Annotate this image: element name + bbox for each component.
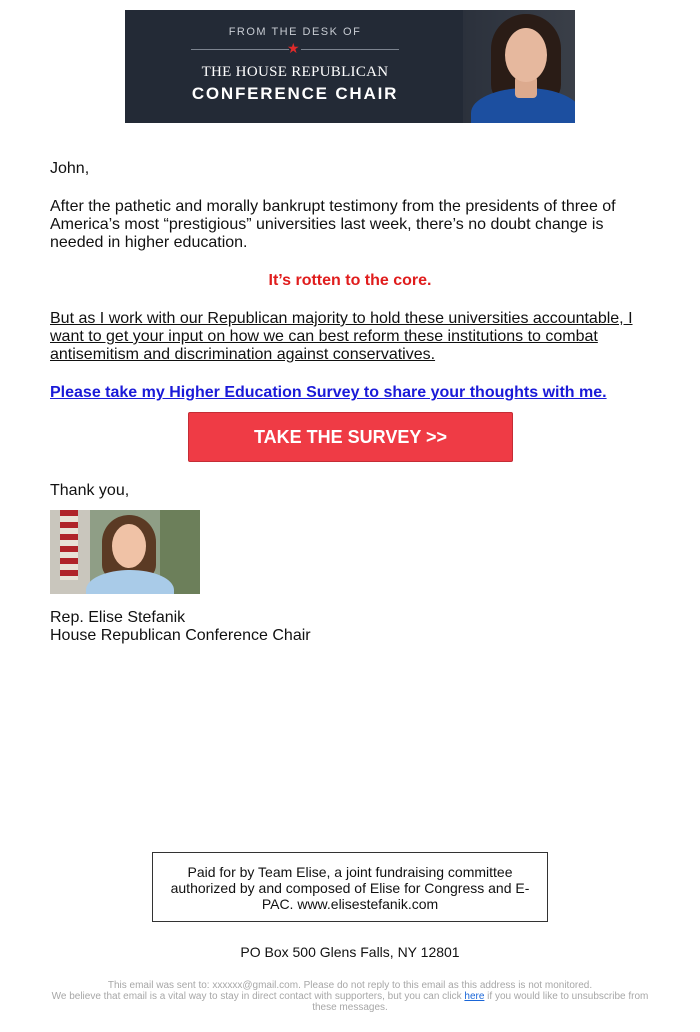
thanks: Thank you, <box>50 482 130 499</box>
banner-divider-right <box>301 49 399 50</box>
greeting: John, <box>50 160 90 177</box>
sent-to-notice: This email was sent to: xxxxxx@gmail.com. Please do not reply to this email as this address is not monitored. <box>107 980 593 991</box>
survey-link-wrapper <box>50 384 650 402</box>
paid-for-disclaimer: Paid for by Team Elise, a joint fundraising committee authorized by and composed of Elise for Congress and E-PAC. www.elisestefanik.com <box>152 852 548 922</box>
header-banner <box>125 10 575 123</box>
survey-link[interactable]: Please take my Higher Education Survey to share your thoughts with me. <box>50 384 607 401</box>
banner-text <box>125 10 465 123</box>
unsubscribe-text-before: We believe that email is a vital way to stay in direct contact with supporters, but you can click <box>51 991 465 1002</box>
unsubscribe-link[interactable]: here <box>464 991 485 1002</box>
paragraph-input-request: But as I work with our Republican majority to hold these universities accountable, I want to get your input on how we can best reform these institutions to combat antisemitism and discrimination against conservatives. <box>50 310 633 363</box>
banner-portrait <box>463 10 575 123</box>
signer-title: House Republican Conference Chair <box>50 627 311 644</box>
signer-photo <box>50 510 200 594</box>
banner-from-desk: FROM THE DESK OF <box>228 26 362 38</box>
highlight-rotten: It’s rotten to the core. <box>268 272 432 289</box>
banner-divider-left <box>191 49 289 50</box>
take-survey-button[interactable]: TAKE THE SURVEY >> <box>188 412 513 462</box>
unsubscribe-text-after: if you would like to unsubscribe from these messages. <box>312 991 649 1013</box>
star-icon: ★ <box>287 40 300 56</box>
paragraph-testimony: After the pathetic and morally bankrupt testimony from the presidents of three of America’s most “prestigious” universities last week, there’s no doubt change is needed in higher education. <box>50 198 616 251</box>
banner-conference-chair: CONFERENCE CHAIR <box>191 84 399 103</box>
banner-house-republican: THE HOUSE REPUBLICAN <box>201 64 389 80</box>
signer-name: Rep. Elise Stefanik <box>50 609 186 626</box>
mailing-address: PO Box 500 Glens Falls, NY 12801 <box>240 944 460 960</box>
unsubscribe-notice <box>50 991 650 1013</box>
